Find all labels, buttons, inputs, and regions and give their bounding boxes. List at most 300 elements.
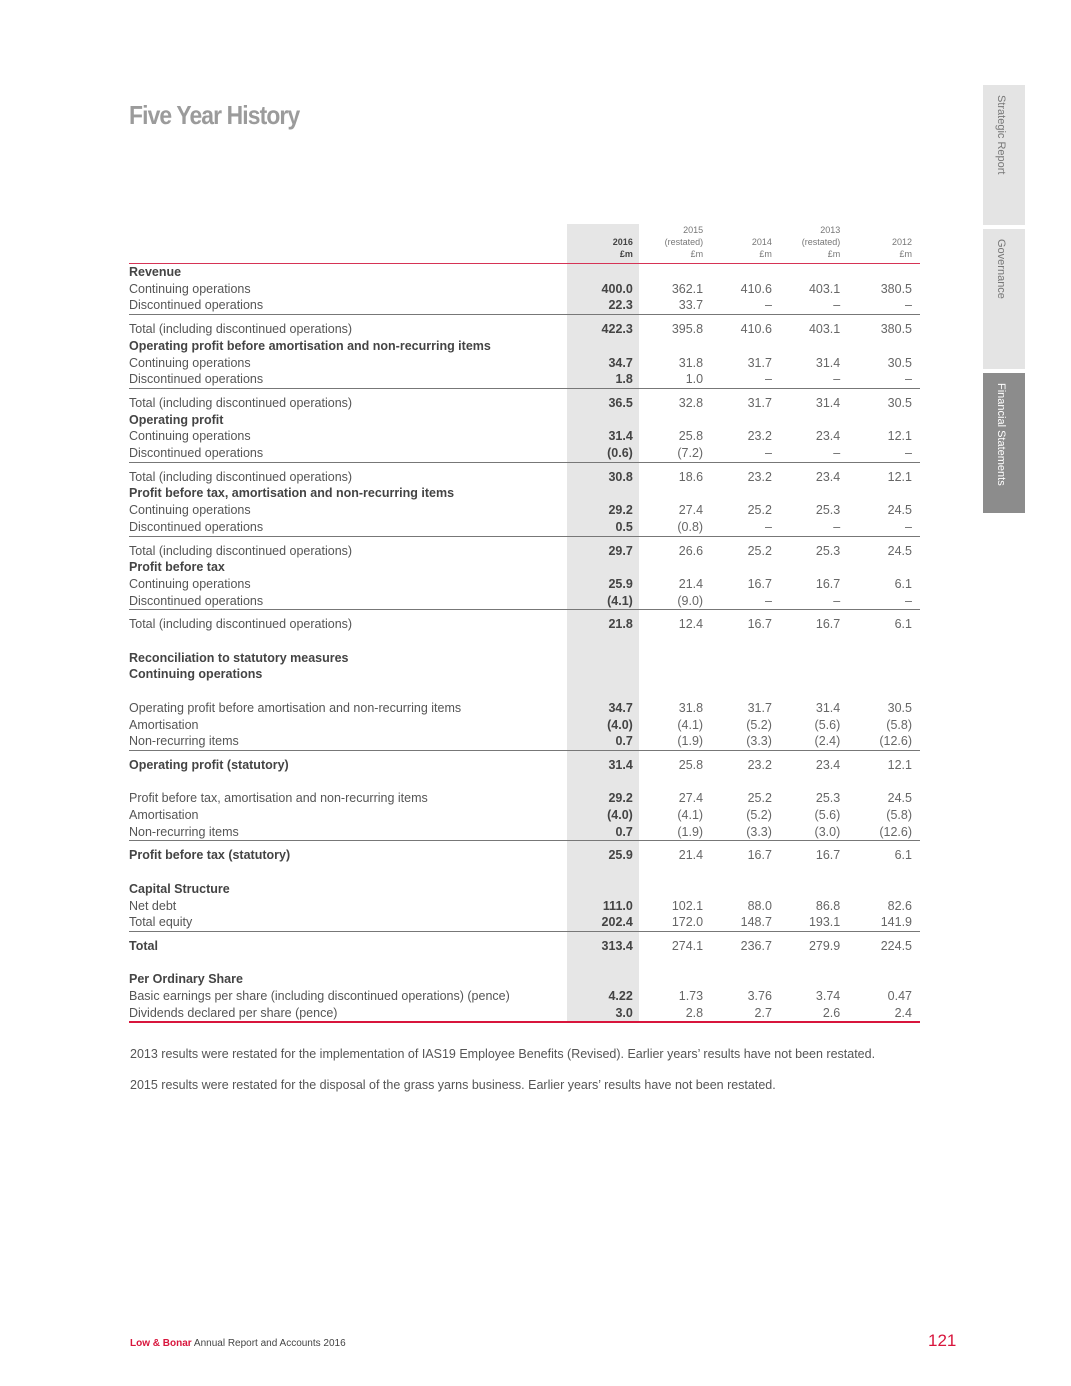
value-cell-2012: – xyxy=(905,298,912,313)
value-cell-2014: 16.7 xyxy=(708,841,777,864)
value-cell-2016 xyxy=(567,881,639,898)
value-cell-2015: (4.1) xyxy=(677,808,704,823)
value-cell-2014: 31.7 xyxy=(747,700,772,715)
row-label: Amortisation xyxy=(129,717,199,732)
value-cell-2014: 2.7 xyxy=(708,1005,777,1023)
spacer-row xyxy=(129,864,920,881)
row-label: Amortisation xyxy=(129,808,199,823)
value-cell-2012: (5.8) xyxy=(886,717,912,732)
value-cell-2012: 24.5 xyxy=(887,503,912,518)
table-row xyxy=(129,717,920,734)
value-cell-2015: 1.73 xyxy=(678,989,704,1004)
value-cell-2012: 24.5 xyxy=(887,791,912,806)
table-row xyxy=(129,898,920,915)
value-cell-2014: 23.2 xyxy=(747,429,772,444)
value-cell-2016: 34.7 xyxy=(567,700,639,717)
value-cell-2015 xyxy=(639,338,708,355)
value-cell-2016 xyxy=(567,559,639,576)
value-cell-2016: 4.22 xyxy=(567,988,639,1005)
row-label xyxy=(129,683,567,700)
table-row xyxy=(129,502,920,519)
value-cell-2012 xyxy=(845,666,920,683)
value-cell-2016 xyxy=(567,650,639,667)
brand-name: Low & Bonar xyxy=(130,1338,192,1349)
value-cell-2014: 88.0 xyxy=(747,898,772,913)
value-cell-2015: (9.0) xyxy=(677,593,704,608)
value-cell-2012: 6.1 xyxy=(845,841,920,864)
row-label: Revenue xyxy=(129,265,182,279)
row-label: Continuing operations xyxy=(129,281,251,296)
value-cell-2013: 2.6 xyxy=(777,1005,845,1023)
value-cell-2014 xyxy=(708,666,777,683)
header-cell: £m xyxy=(899,249,912,259)
value-cell-2016: 111.0 xyxy=(567,898,639,915)
value-cell-2013: 403.1 xyxy=(808,281,841,296)
value-cell-2016: 400.0 xyxy=(567,281,639,298)
row-label: Total (including discontinued operations) xyxy=(129,315,567,338)
header-row xyxy=(129,248,920,264)
value-cell-2015: 27.4 xyxy=(678,503,704,518)
value-cell-2016: 1.8 xyxy=(567,371,639,388)
value-cell-2016: 21.8 xyxy=(567,610,639,633)
value-cell-2015 xyxy=(639,485,708,502)
value-cell-2012: 24.5 xyxy=(845,536,920,559)
header-row xyxy=(129,236,920,248)
value-cell-2013: – xyxy=(833,372,841,387)
row-label: Total equity xyxy=(129,915,193,930)
five-year-history-table xyxy=(129,224,920,1023)
value-cell-2012 xyxy=(845,650,920,667)
value-cell-2014 xyxy=(708,881,777,898)
value-cell-2014: – xyxy=(764,298,772,313)
value-cell-2013 xyxy=(777,971,845,988)
value-cell-2015: (0.8) xyxy=(677,519,704,534)
value-cell-2012: 12.1 xyxy=(887,429,912,444)
value-cell-2013 xyxy=(777,264,845,281)
value-cell-2014: (5.2) xyxy=(746,808,772,823)
value-cell-2015: 27.4 xyxy=(678,791,704,806)
row-label: Profit before tax, amortisation and non-recurring items xyxy=(129,486,455,501)
value-cell-2012: 380.5 xyxy=(845,315,920,338)
value-cell-2015: (7.2) xyxy=(677,446,704,461)
value-cell-2015 xyxy=(639,264,708,281)
value-cell-2012 xyxy=(845,864,920,881)
value-cell-2016: 22.3 xyxy=(567,297,639,314)
value-cell-2013: – xyxy=(833,298,841,313)
row-label: Discontinued operations xyxy=(129,298,264,313)
value-cell-2013: 25.3 xyxy=(777,536,845,559)
row-label: Profit before tax xyxy=(129,560,225,575)
value-cell-2012: 12.1 xyxy=(845,462,920,485)
header-cell: £m xyxy=(690,249,704,259)
value-cell-2015: 32.8 xyxy=(639,388,708,411)
value-cell-2016 xyxy=(567,955,639,972)
row-label: Operating profit xyxy=(129,412,224,427)
row-label: Discontinued operations xyxy=(129,372,264,387)
value-cell-2012 xyxy=(845,955,920,972)
value-cell-2012 xyxy=(845,412,920,429)
table-row xyxy=(129,841,920,864)
value-cell-2016: 34.7 xyxy=(567,355,639,372)
header-cell: 2016 xyxy=(567,236,639,248)
value-cell-2014 xyxy=(708,485,777,502)
value-cell-2015: 25.8 xyxy=(678,429,704,444)
value-cell-2012 xyxy=(845,881,920,898)
value-cell-2015: 12.4 xyxy=(639,610,708,633)
table-row xyxy=(129,576,920,593)
table-row xyxy=(129,371,920,388)
table-row xyxy=(129,1005,920,1023)
value-cell-2012: 141.9 xyxy=(880,915,912,930)
value-cell-2014: (3.3) xyxy=(746,824,772,839)
value-cell-2014: 410.6 xyxy=(740,281,772,296)
row-label xyxy=(129,955,567,972)
value-cell-2016 xyxy=(567,683,639,700)
header-cell: (restated) xyxy=(664,237,704,247)
value-cell-2013: – xyxy=(833,593,841,608)
spacer-row xyxy=(129,683,920,700)
table-row xyxy=(129,519,920,536)
value-cell-2016: 0.7 xyxy=(567,733,639,750)
section-heading-row xyxy=(129,412,920,429)
value-cell-2016: 313.4 xyxy=(567,931,639,954)
section-heading-row xyxy=(129,485,920,502)
value-cell-2015 xyxy=(639,666,708,683)
value-cell-2015: (1.9) xyxy=(677,824,704,839)
table-row xyxy=(129,700,920,717)
table-body xyxy=(129,264,920,1023)
value-cell-2013: 279.9 xyxy=(777,931,845,954)
value-cell-2016 xyxy=(567,264,639,281)
value-cell-2012 xyxy=(845,683,920,700)
row-label: Profit before tax, amortisation and non-recurring items xyxy=(129,791,428,806)
value-cell-2014: 25.2 xyxy=(747,503,772,518)
table-row xyxy=(129,462,920,485)
value-cell-2012 xyxy=(845,264,920,281)
table-row xyxy=(129,790,920,807)
value-cell-2013: 193.1 xyxy=(808,915,841,930)
table-row xyxy=(129,388,920,411)
value-cell-2015: 102.1 xyxy=(671,898,704,913)
value-cell-2012: 30.5 xyxy=(887,355,912,370)
value-cell-2015 xyxy=(639,955,708,972)
section-heading-row xyxy=(129,650,920,667)
row-label xyxy=(129,774,567,791)
header-cell: 2012 xyxy=(891,237,912,247)
value-cell-2016: 31.4 xyxy=(567,428,639,445)
header-cell: 2013 xyxy=(820,225,841,235)
value-cell-2016 xyxy=(567,412,639,429)
value-cell-2012: (12.6) xyxy=(879,824,912,839)
value-cell-2013 xyxy=(777,683,845,700)
header-cell: (restated) xyxy=(801,237,841,247)
row-label: Reconciliation to statutory measures xyxy=(129,650,349,665)
header-cell: 2015 xyxy=(683,225,704,235)
value-cell-2012: – xyxy=(905,593,912,608)
table-row xyxy=(129,750,920,773)
section-heading-row xyxy=(129,559,920,576)
header-cell: £m xyxy=(827,249,841,259)
table-row xyxy=(129,988,920,1005)
value-cell-2012: 224.5 xyxy=(845,931,920,954)
table-row xyxy=(129,914,920,931)
spacer-row xyxy=(129,633,920,650)
value-cell-2013: 16.7 xyxy=(777,610,845,633)
value-cell-2013: 3.74 xyxy=(815,989,841,1004)
value-cell-2016 xyxy=(567,633,639,650)
row-label: Discontinued operations xyxy=(129,446,264,461)
value-cell-2014 xyxy=(708,338,777,355)
table-row xyxy=(129,428,920,445)
value-cell-2014: – xyxy=(764,372,772,387)
value-cell-2015: 362.1 xyxy=(671,281,704,296)
value-cell-2013 xyxy=(777,881,845,898)
value-cell-2015: 25.8 xyxy=(639,750,708,773)
row-label: Discontinued operations xyxy=(129,519,264,534)
value-cell-2015 xyxy=(639,774,708,791)
value-cell-2013 xyxy=(777,774,845,791)
value-cell-2013: 23.4 xyxy=(777,750,845,773)
value-cell-2015 xyxy=(639,559,708,576)
value-cell-2012: 12.1 xyxy=(845,750,920,773)
value-cell-2015: 1.0 xyxy=(685,372,704,387)
value-cell-2013 xyxy=(777,338,845,355)
row-label: Operating profit (statutory) xyxy=(129,750,567,773)
row-label: Total (including discontinued operations) xyxy=(129,462,567,485)
row-label: Non-recurring items xyxy=(129,824,239,839)
value-cell-2014: – xyxy=(764,446,772,461)
value-cell-2014: 236.7 xyxy=(708,931,777,954)
value-cell-2014: 410.6 xyxy=(708,315,777,338)
footer xyxy=(130,1338,346,1349)
tab-label: Financial Statements xyxy=(995,383,1007,486)
tab-label: Strategic Report xyxy=(995,95,1007,175)
value-cell-2015 xyxy=(639,650,708,667)
value-cell-2016: 31.4 xyxy=(567,750,639,773)
value-cell-2013 xyxy=(777,650,845,667)
tab-strategic-report[interactable] xyxy=(983,85,1025,225)
row-label: Non-recurring items xyxy=(129,734,239,749)
row-label xyxy=(129,864,567,881)
header-cell xyxy=(567,224,639,236)
row-label: Operating profit before amortisation and non-recurring items xyxy=(129,338,491,353)
table-row xyxy=(129,536,920,559)
table-row xyxy=(129,610,920,633)
value-cell-2013: 16.7 xyxy=(777,841,845,864)
value-cell-2015: 274.1 xyxy=(639,931,708,954)
value-cell-2012: 6.1 xyxy=(845,610,920,633)
row-label: Net debt xyxy=(129,898,177,913)
value-cell-2016: 30.8 xyxy=(567,462,639,485)
value-cell-2016: 422.3 xyxy=(567,315,639,338)
value-cell-2016: (4.0) xyxy=(567,807,639,824)
value-cell-2015: (1.9) xyxy=(677,734,704,749)
row-label: Continuing operations xyxy=(129,667,263,682)
tab-financial-statements[interactable] xyxy=(983,373,1025,513)
table-row xyxy=(129,931,920,954)
value-cell-2013: 86.8 xyxy=(815,898,841,913)
value-cell-2016 xyxy=(567,864,639,881)
value-cell-2013 xyxy=(777,559,845,576)
value-cell-2014: 25.2 xyxy=(708,536,777,559)
value-cell-2013: 23.4 xyxy=(777,462,845,485)
value-cell-2015: 31.8 xyxy=(678,355,704,370)
value-cell-2016 xyxy=(567,666,639,683)
value-cell-2013: (3.0) xyxy=(814,824,841,839)
row-label: Continuing operations xyxy=(129,576,251,591)
table-row xyxy=(129,807,920,824)
header-cell xyxy=(845,224,920,236)
value-cell-2015 xyxy=(639,864,708,881)
value-cell-2014 xyxy=(708,955,777,972)
value-cell-2013: 25.3 xyxy=(815,791,841,806)
table-row xyxy=(129,281,920,298)
section-heading-row xyxy=(129,881,920,898)
value-cell-2014: – xyxy=(764,519,772,534)
value-cell-2014 xyxy=(708,971,777,988)
value-cell-2015: 395.8 xyxy=(639,315,708,338)
value-cell-2014: 31.7 xyxy=(708,388,777,411)
value-cell-2016 xyxy=(567,774,639,791)
value-cell-2016: 0.7 xyxy=(567,824,639,841)
tab-label: Governance xyxy=(995,239,1007,299)
footer-text: Annual Report and Accounts 2016 xyxy=(191,1338,346,1349)
value-cell-2012: 30.5 xyxy=(887,700,912,715)
row-label: Continuing operations xyxy=(129,355,251,370)
value-cell-2015 xyxy=(639,633,708,650)
value-cell-2014 xyxy=(708,774,777,791)
value-cell-2012: – xyxy=(905,446,912,461)
value-cell-2016: 36.5 xyxy=(567,388,639,411)
table-row xyxy=(129,445,920,462)
value-cell-2016: 25.9 xyxy=(567,841,639,864)
value-cell-2014 xyxy=(708,264,777,281)
value-cell-2012 xyxy=(845,338,920,355)
table-row xyxy=(129,315,920,338)
value-cell-2014: 31.7 xyxy=(747,355,772,370)
value-cell-2013: – xyxy=(833,519,841,534)
value-cell-2014: 16.7 xyxy=(747,576,772,591)
value-cell-2012: 0.47 xyxy=(887,989,912,1004)
value-cell-2013: (2.4) xyxy=(814,734,841,749)
value-cell-2014: (3.3) xyxy=(746,734,772,749)
value-cell-2014: (5.2) xyxy=(746,717,772,732)
value-cell-2014: 3.76 xyxy=(747,989,772,1004)
value-cell-2012 xyxy=(845,971,920,988)
value-cell-2015: (4.1) xyxy=(677,717,704,732)
page-title: Five Year History xyxy=(129,100,300,130)
value-cell-2015: 33.7 xyxy=(678,298,704,313)
value-cell-2013: 25.3 xyxy=(815,503,841,518)
header-cell: 2014 xyxy=(751,237,772,247)
row-label: Total (including discontinued operations) xyxy=(129,388,567,411)
value-cell-2014 xyxy=(708,650,777,667)
page-number: 121 xyxy=(928,1331,957,1350)
row-label: Total (including discontinued operations) xyxy=(129,536,567,559)
value-cell-2015 xyxy=(639,683,708,700)
value-cell-2013: 23.4 xyxy=(815,429,841,444)
footnote: 2015 results were restated for the disposal of the grass yarns business. Earlier years’ results have not been restated. xyxy=(130,1078,776,1092)
row-label xyxy=(129,633,567,650)
value-cell-2014 xyxy=(708,683,777,700)
section-heading-row xyxy=(129,338,920,355)
row-label: Profit before tax (statutory) xyxy=(129,841,567,864)
spacer-row xyxy=(129,774,920,791)
value-cell-2016: 29.2 xyxy=(567,790,639,807)
value-cell-2016: 29.2 xyxy=(567,502,639,519)
value-cell-2013: 16.7 xyxy=(815,576,841,591)
value-cell-2016: 202.4 xyxy=(567,914,639,931)
value-cell-2016: (4.0) xyxy=(567,717,639,734)
value-cell-2012 xyxy=(845,633,920,650)
value-cell-2013 xyxy=(777,864,845,881)
value-cell-2015 xyxy=(639,971,708,988)
row-label: Capital Structure xyxy=(129,881,230,896)
header-cell xyxy=(708,224,777,236)
value-cell-2013 xyxy=(777,412,845,429)
value-cell-2015 xyxy=(639,881,708,898)
value-cell-2013: – xyxy=(833,446,841,461)
value-cell-2012 xyxy=(845,485,920,502)
row-label: Discontinued operations xyxy=(129,593,264,608)
value-cell-2013 xyxy=(777,485,845,502)
header-cell: £m xyxy=(759,249,772,259)
value-cell-2014: 25.2 xyxy=(747,791,772,806)
value-cell-2012 xyxy=(845,774,920,791)
value-cell-2014 xyxy=(708,559,777,576)
section-heading-row xyxy=(129,264,920,281)
value-cell-2013: 31.4 xyxy=(815,355,841,370)
value-cell-2012 xyxy=(845,559,920,576)
row-label: Per Ordinary Share xyxy=(129,972,243,987)
value-cell-2013 xyxy=(777,955,845,972)
row-label: Operating profit before amortisation and non-recurring items xyxy=(129,700,462,715)
value-cell-2016: 29.7 xyxy=(567,536,639,559)
section-heading-row xyxy=(129,666,920,683)
row-label: Dividends declared per share (pence) xyxy=(129,1005,567,1023)
value-cell-2015: 2.8 xyxy=(639,1005,708,1023)
value-cell-2013 xyxy=(777,666,845,683)
value-cell-2016: 3.0 xyxy=(567,1005,639,1023)
value-cell-2016 xyxy=(567,971,639,988)
value-cell-2014: 23.2 xyxy=(708,462,777,485)
value-cell-2015: 26.6 xyxy=(639,536,708,559)
table-row xyxy=(129,297,920,314)
table-row xyxy=(129,593,920,610)
value-cell-2012: 82.6 xyxy=(887,898,912,913)
value-cell-2016: (4.1) xyxy=(567,593,639,610)
value-cell-2012: 30.5 xyxy=(845,388,920,411)
section-heading-row xyxy=(129,971,920,988)
row-label: Total (including discontinued operations) xyxy=(129,610,567,633)
value-cell-2015: 21.4 xyxy=(639,841,708,864)
value-cell-2012: 2.4 xyxy=(845,1005,920,1023)
value-cell-2014 xyxy=(708,412,777,429)
value-cell-2016 xyxy=(567,485,639,502)
row-label: Continuing operations xyxy=(129,503,251,518)
value-cell-2016: 0.5 xyxy=(567,519,639,536)
value-cell-2014: 23.2 xyxy=(708,750,777,773)
value-cell-2015: 21.4 xyxy=(678,576,704,591)
value-cell-2013: 31.4 xyxy=(815,700,841,715)
tab-governance[interactable] xyxy=(983,229,1025,369)
value-cell-2014 xyxy=(708,864,777,881)
spacer-row xyxy=(129,955,920,972)
value-cell-2014: 16.7 xyxy=(708,610,777,633)
table-row xyxy=(129,824,920,841)
value-cell-2013: 31.4 xyxy=(777,388,845,411)
value-cell-2016 xyxy=(567,338,639,355)
